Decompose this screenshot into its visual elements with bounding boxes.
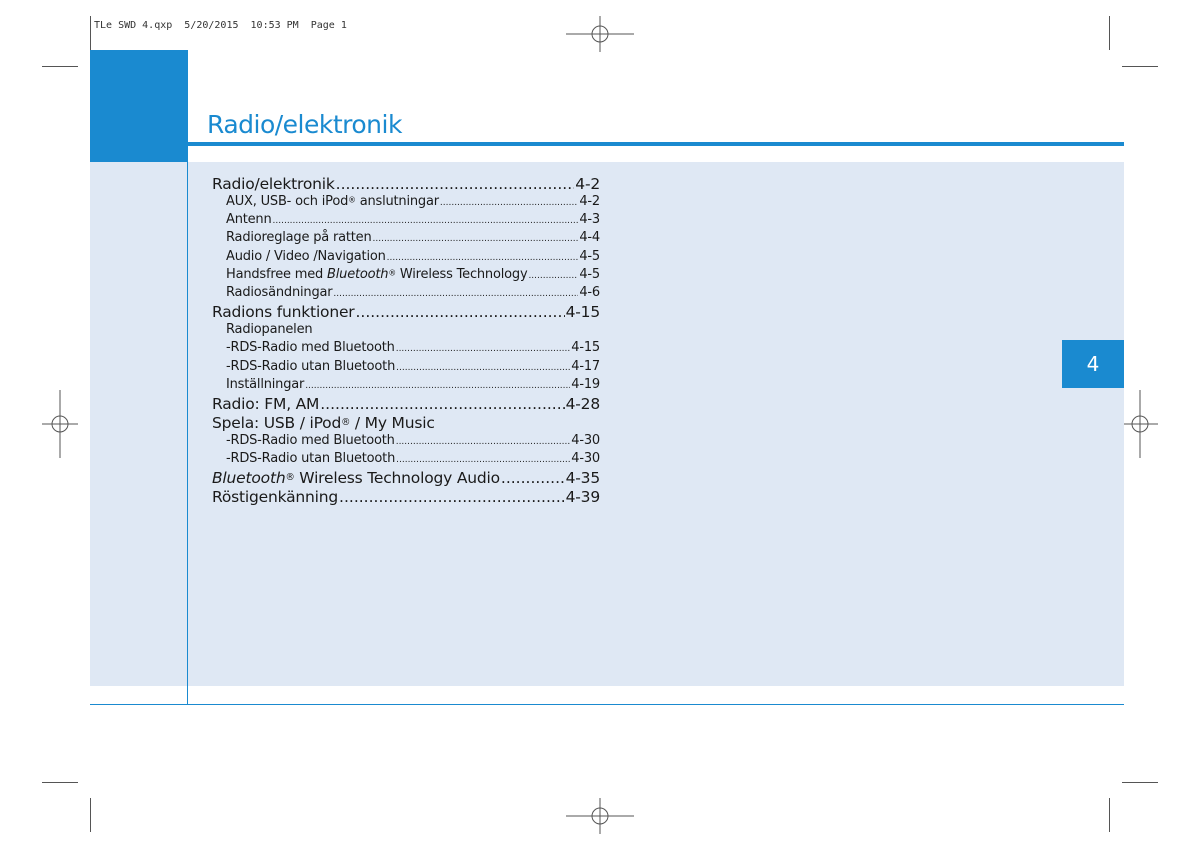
- toc-entry-label: Audio / Video /Navigation: [226, 248, 386, 264]
- toc-entry-page: 4-39: [565, 488, 600, 507]
- toc-leader: [501, 469, 565, 487]
- toc-subentry[interactable]: [212, 451, 600, 469]
- crop-mark: [1122, 782, 1158, 783]
- toc-entry-page: 4-19: [571, 376, 600, 392]
- toc-entry-page: 4-30: [571, 451, 600, 467]
- toc-entry-page: 4-15: [565, 303, 600, 322]
- toc-entry-page: 4-3: [579, 212, 600, 228]
- toc-entry[interactable]: [212, 488, 600, 507]
- print-slug: TLe SWD 4.qxp 5/20/2015 10:53 PM Page 1: [94, 20, 347, 31]
- toc-entry-page: 4-17: [571, 358, 600, 374]
- title-rule: [188, 142, 1124, 146]
- toc-leader: [355, 303, 564, 321]
- toc-entry[interactable]: [212, 395, 600, 414]
- toc-entry-page: 4-2: [579, 194, 600, 209]
- crop-mark: [1122, 66, 1158, 67]
- chapter-number: 4: [1086, 352, 1100, 376]
- toc-leader: [373, 230, 579, 245]
- toc-subentry[interactable]: [212, 433, 600, 451]
- toc-subentry[interactable]: [212, 267, 600, 285]
- toc-entry-label: Antenn: [226, 212, 272, 228]
- toc-entry-label: Radiopanelen: [226, 322, 313, 338]
- toc-leader: [320, 395, 564, 413]
- toc-leader: [396, 451, 570, 466]
- registration-mark-icon: [42, 390, 78, 458]
- toc-subentry[interactable]: [212, 340, 600, 358]
- toc-subentry[interactable]: [212, 249, 600, 267]
- toc-entry-page: 4-5: [579, 248, 600, 264]
- toc-entry-page: 4-30: [571, 432, 600, 448]
- toc-leader: [396, 359, 570, 374]
- crop-mark: [90, 16, 91, 50]
- table-of-contents: [212, 175, 600, 507]
- toc-entry[interactable]: [212, 414, 600, 433]
- page-title: Radio/elektronik: [207, 110, 402, 139]
- toc-leader: [339, 488, 565, 506]
- toc-entry-label: -RDS-Radio med Bluetooth: [226, 432, 395, 448]
- toc-subentry[interactable]: [212, 377, 600, 395]
- toc-entry-label: Spela: USB / iPod® / My Music: [212, 413, 435, 432]
- toc-entry-label: -RDS-Radio med Bluetooth: [226, 340, 395, 356]
- toc-entry[interactable]: [212, 175, 600, 194]
- toc-subentry[interactable]: [212, 212, 600, 230]
- toc-entry-label: -RDS-Radio utan Bluetooth: [226, 358, 396, 374]
- toc-entry-label: -RDS-Radio utan Bluetooth: [226, 451, 396, 467]
- toc-leader: [396, 433, 571, 448]
- registration-mark-icon: [1122, 390, 1158, 458]
- toc-leader: [528, 267, 578, 282]
- toc-entry[interactable]: [212, 469, 600, 488]
- toc-entry-page: 4-4: [579, 230, 600, 246]
- toc-entry-label: Radioreglage på ratten: [226, 230, 372, 246]
- toc-leader: [387, 249, 579, 264]
- toc-entry-page: 4-2: [575, 175, 600, 193]
- toc-leader: [396, 340, 571, 355]
- toc-entry-label: Radio/elektronik: [212, 175, 335, 193]
- crop-mark: [90, 798, 91, 832]
- toc-entry-page: 4-28: [565, 394, 600, 413]
- toc-leader: [336, 175, 575, 193]
- toc-entry-page: 4-15: [571, 340, 600, 356]
- toc-entry-label: Handsfree med Bluetooth® Wireless Technology: [226, 266, 528, 282]
- toc-entry-page: 4-35: [565, 469, 600, 488]
- toc-entry-label: Radio: FM, AM: [212, 394, 320, 413]
- crop-mark: [42, 66, 78, 67]
- toc-entry-page: 4-5: [579, 266, 600, 282]
- toc-subentry[interactable]: [212, 230, 600, 248]
- toc-entry-label: Inställningar: [226, 376, 305, 392]
- toc-entry-label: Radions funktioner: [212, 303, 355, 322]
- chapter-tab: [1062, 340, 1124, 388]
- toc-leader: [305, 377, 570, 392]
- toc-entry-label: Radiosändningar: [226, 284, 333, 300]
- toc-leader: [440, 194, 578, 209]
- toc-subentry: [212, 322, 600, 340]
- toc-leader: [273, 212, 579, 227]
- toc-leader: [333, 285, 578, 300]
- toc-subentry[interactable]: [212, 194, 600, 212]
- toc-subentry[interactable]: [212, 285, 600, 303]
- margin-rule: [187, 162, 188, 704]
- header-color-block: [90, 50, 188, 162]
- crop-mark: [42, 782, 78, 783]
- registration-mark-icon: [566, 16, 634, 52]
- toc-entry[interactable]: [212, 303, 600, 322]
- toc-subentry[interactable]: [212, 359, 600, 377]
- toc-entry-label: Röstigenkänning: [212, 488, 339, 507]
- registration-mark-icon: [566, 798, 634, 834]
- toc-entry-page: 4-6: [579, 284, 600, 300]
- toc-entry-label: AUX, USB- och iPod® anslutningar: [226, 194, 439, 209]
- crop-mark: [1109, 798, 1110, 832]
- toc-entry-label: Bluetooth® Wireless Technology Audio: [212, 469, 500, 488]
- crop-mark: [1109, 16, 1110, 50]
- footer-rule: [90, 704, 1124, 705]
